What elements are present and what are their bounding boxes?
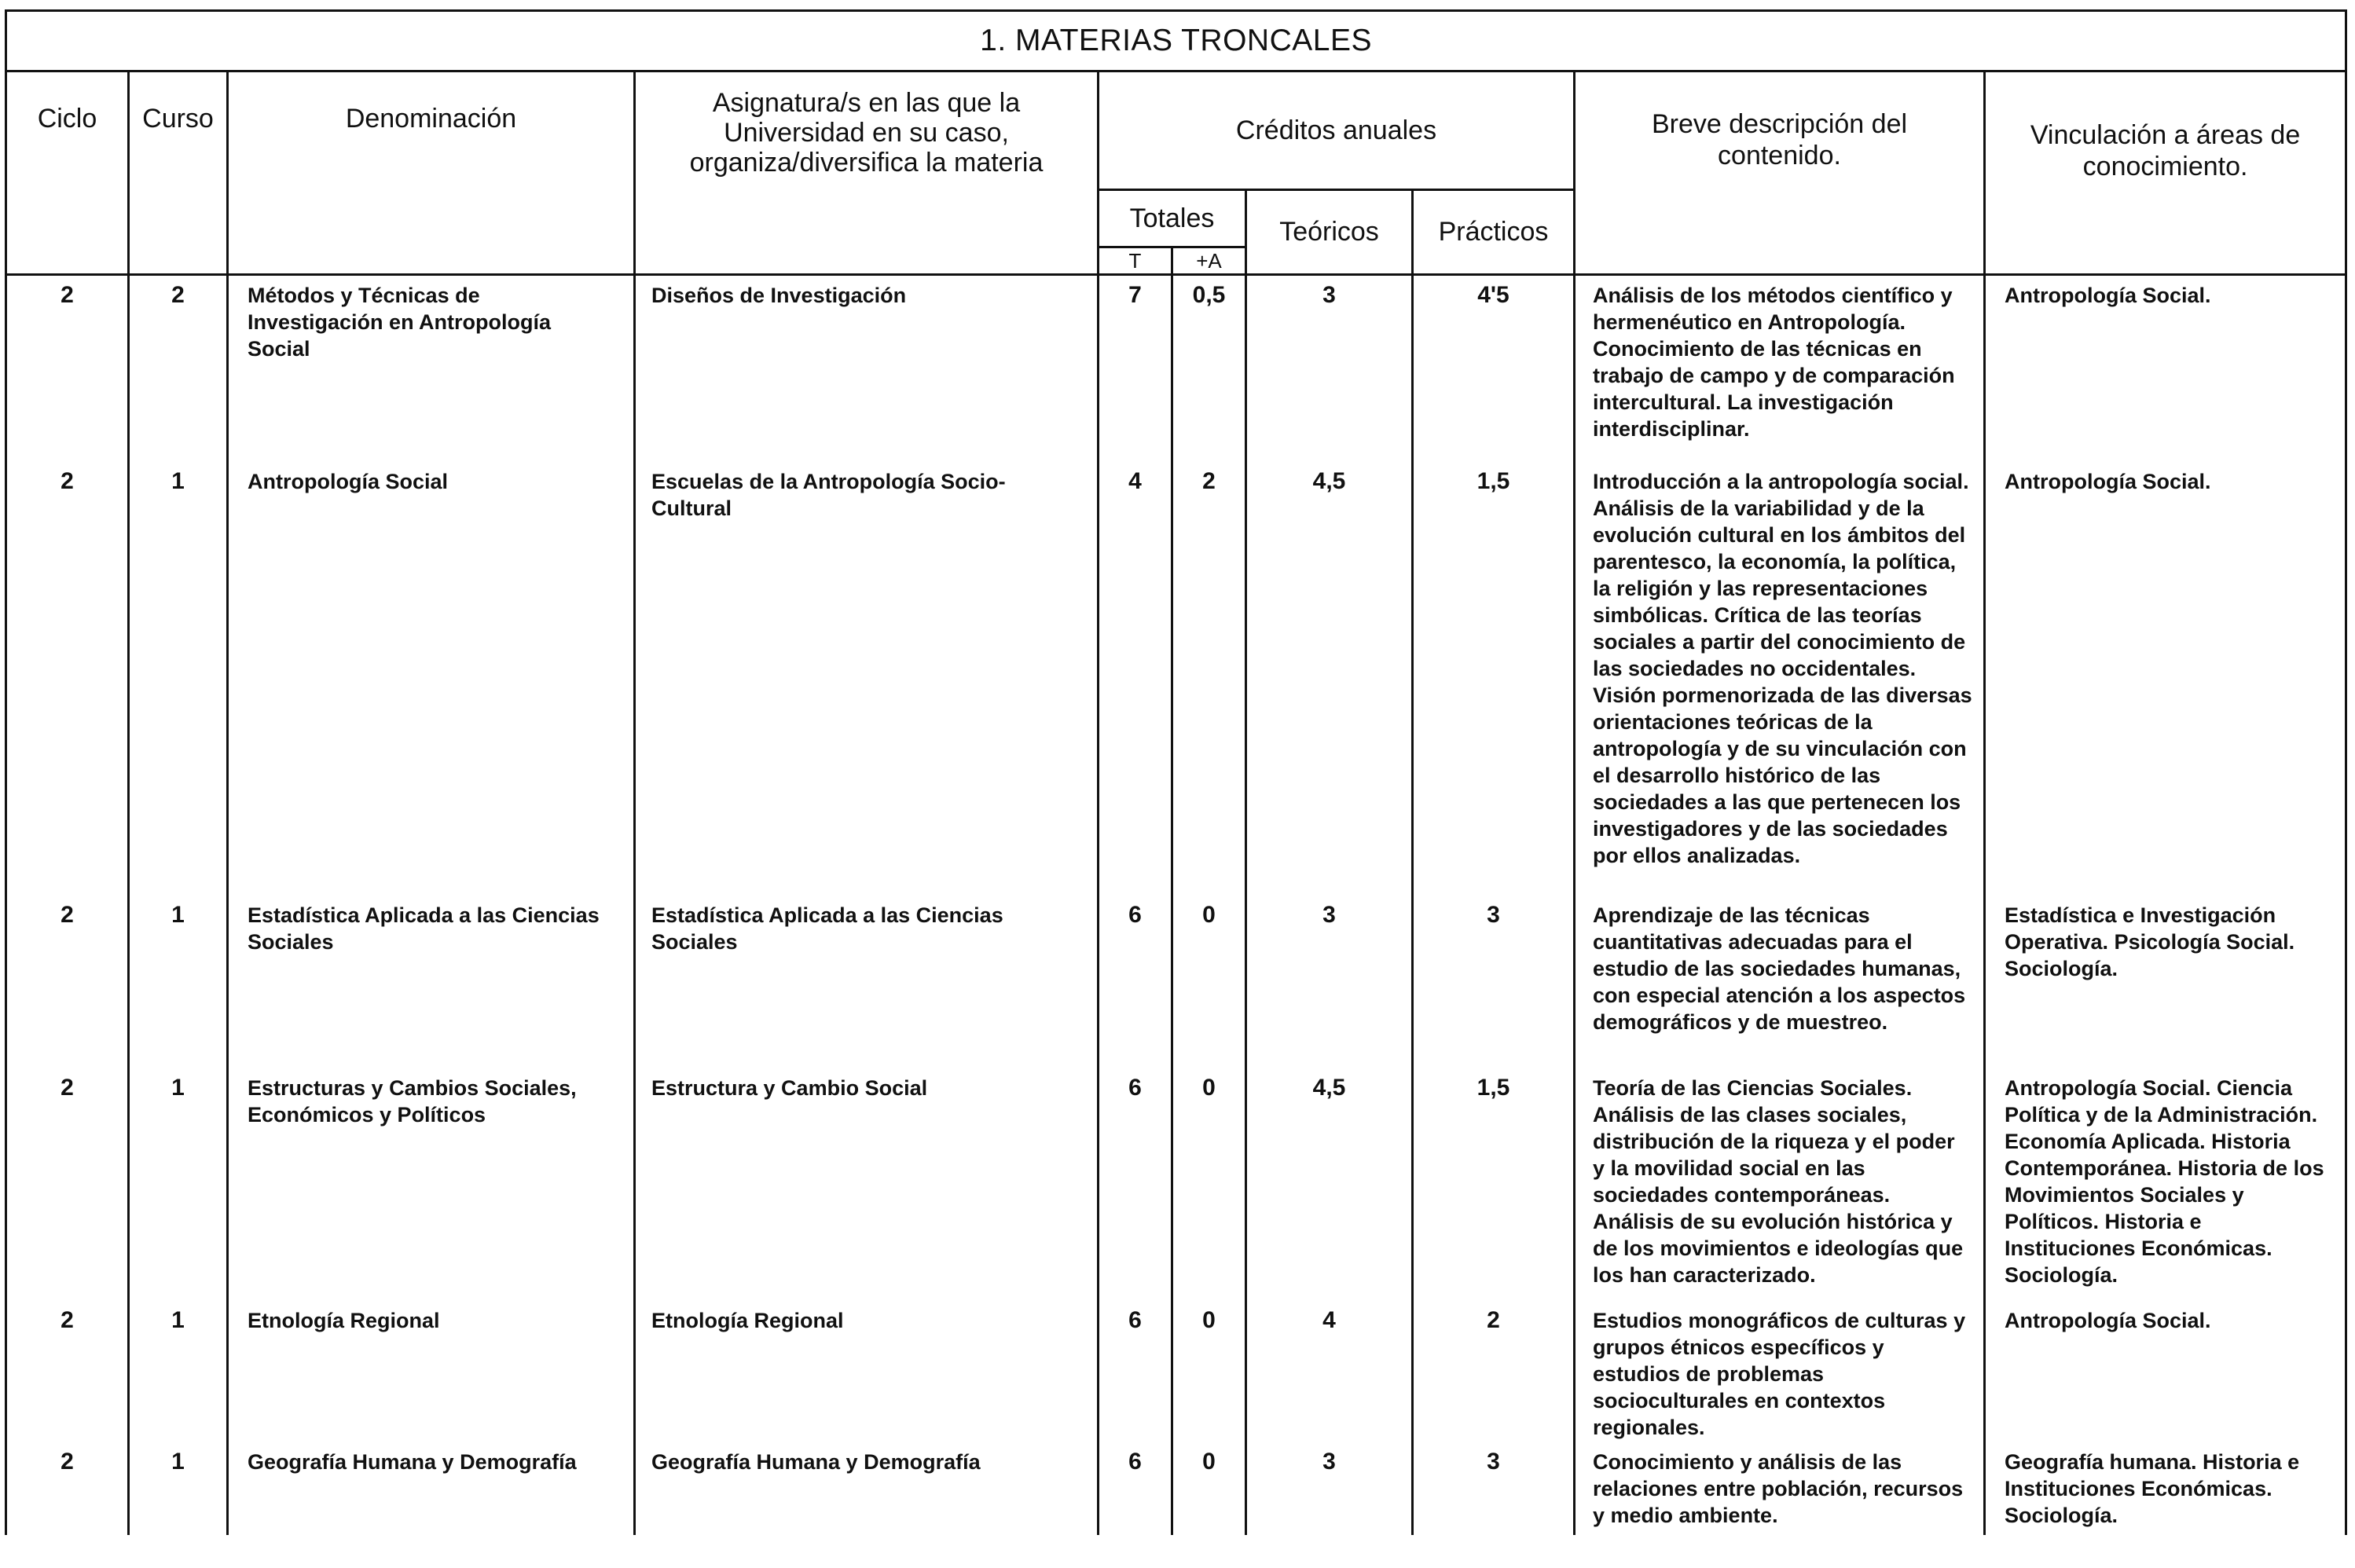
table-row xyxy=(6,1301,2346,1442)
table-row xyxy=(6,1442,2346,1535)
teoricos-cell: 3 xyxy=(1246,275,1413,462)
table-row xyxy=(6,1068,2346,1301)
header-denominacion: Denominación xyxy=(228,71,635,275)
asignatura-cell: Escuelas de la Antropología Socio-Cultural xyxy=(635,462,1099,896)
denominacion-cell: Estadística Aplicada a las Ciencias Sociales xyxy=(228,896,635,1068)
teoricos-cell: 3 xyxy=(1246,896,1413,1068)
practicos-cell: 3 xyxy=(1413,896,1575,1068)
creditos-a-cell: 0 xyxy=(1172,896,1246,1068)
creditos-a-cell: 0,5 xyxy=(1172,275,1246,462)
ciclo-cell: 2 xyxy=(6,1068,129,1301)
creditos-t-cell: 7 xyxy=(1099,275,1172,462)
header-teoricos: Teóricos xyxy=(1246,190,1413,275)
ciclo-cell: 2 xyxy=(6,462,129,896)
descripcion-cell: Introducción a la antropología social. Análisis de la variabilidad y de la evolución cultural en los ámbitos del parentesco, la economía, la política, la religión y las representaciones simbólicas. Crítica de las teorías sociales a partir del conocimiento de las sociedades no occidentales. Visión pormenorizada de las diversas orientaciones teóricas de la antropología y de su vinculación con el desarrollo histórico de las sociedades a las que pertenecen los investigadores y de las sociedades por ellos analizadas. xyxy=(1575,462,1985,896)
denominacion-cell: Métodos y Técnicas de Investigación en Antropología Social xyxy=(228,275,635,462)
asignatura-cell: Estadística Aplicada a las Ciencias Sociales xyxy=(635,896,1099,1068)
practicos-cell: 3 xyxy=(1413,1442,1575,1535)
curso-cell: 1 xyxy=(129,1442,228,1535)
creditos-a-cell: 0 xyxy=(1172,1442,1246,1535)
practicos-cell: 4'5 xyxy=(1413,275,1575,462)
curso-cell: 1 xyxy=(129,896,228,1068)
descripcion-cell: Conocimiento y análisis de las relaciones entre población, recursos y medio ambiente. xyxy=(1575,1442,1985,1535)
creditos-a-cell: 2 xyxy=(1172,462,1246,896)
teoricos-cell: 4,5 xyxy=(1246,462,1413,896)
descripcion-cell: Estudios monográficos de culturas y grupos étnicos específicos y estudios de problemas socioculturales en contextos regionales. xyxy=(1575,1301,1985,1442)
denominacion-cell: Geografía Humana y Demografía xyxy=(228,1442,635,1535)
ciclo-cell: 2 xyxy=(6,896,129,1068)
asignatura-cell: Estructura y Cambio Social xyxy=(635,1068,1099,1301)
table-row xyxy=(6,896,2346,1068)
practicos-cell: 1,5 xyxy=(1413,462,1575,896)
table-row xyxy=(6,462,2346,896)
header-ciclo: Ciclo xyxy=(6,71,129,275)
header-vinculacion: Vinculación a áreas de conocimiento. xyxy=(1985,71,2346,275)
curso-cell: 1 xyxy=(129,1301,228,1442)
header-totales: Totales xyxy=(1099,190,1246,247)
asignatura-cell: Geografía Humana y Demografía xyxy=(635,1442,1099,1535)
header-curso: Curso xyxy=(129,71,228,275)
header-a: +A xyxy=(1172,247,1246,275)
ciclo-cell: 2 xyxy=(6,275,129,462)
practicos-cell: 2 xyxy=(1413,1301,1575,1442)
teoricos-cell: 3 xyxy=(1246,1442,1413,1535)
vinculacion-cell: Antropología Social. Ciencia Política y de la Administración. Economía Aplicada. Historia Contemporánea. Historia de los Movimientos Sociales y Políticos. Historia e Instituciones Económicas. Sociología. xyxy=(1985,1068,2346,1301)
teoricos-cell: 4 xyxy=(1246,1301,1413,1442)
ciclo-cell: 2 xyxy=(6,1301,129,1442)
curso-cell: 1 xyxy=(129,462,228,896)
vinculacion-cell: Antropología Social. xyxy=(1985,1301,2346,1442)
vinculacion-cell: Antropología Social. xyxy=(1985,462,2346,896)
vinculacion-cell: Antropología Social. xyxy=(1985,275,2346,462)
asignatura-cell: Etnología Regional xyxy=(635,1301,1099,1442)
denominacion-cell: Etnología Regional xyxy=(228,1301,635,1442)
creditos-t-cell: 4 xyxy=(1099,462,1172,896)
table-row xyxy=(6,275,2346,462)
curso-cell: 2 xyxy=(129,275,228,462)
descripcion-cell: Aprendizaje de las técnicas cuantitativas adecuadas para el estudio de las sociedades humanas, con especial atención a los aspectos demográficos y de muestreo. xyxy=(1575,896,1985,1068)
vinculacion-cell: Estadística e Investigación Operativa. Psicología Social. Sociología. xyxy=(1985,896,2346,1068)
creditos-t-cell: 6 xyxy=(1099,1068,1172,1301)
descripcion-cell: Teoría de las Ciencias Sociales. Análisis de las clases sociales, distribución de la riqueza y el poder y la movilidad social en las sociedades contemporáneas. Análisis de su evolución histórica y de los movimientos e ideologías que los han caracterizado. xyxy=(1575,1068,1985,1301)
creditos-t-cell: 6 xyxy=(1099,896,1172,1068)
asignatura-cell: Diseños de Investigación xyxy=(635,275,1099,462)
header-creditos-anuales: Créditos anuales xyxy=(1099,71,1575,190)
ciclo-cell: 2 xyxy=(6,1442,129,1535)
descripcion-cell: Análisis de los métodos científico y hermenéutico en Antropología. Conocimiento de las técnicas en trabajo de campo y de comparación intercultural. La investigación interdisciplinar. xyxy=(1575,275,1985,462)
header-t: T xyxy=(1099,247,1172,275)
practicos-cell: 1,5 xyxy=(1413,1068,1575,1301)
header-practicos: Prácticos xyxy=(1413,190,1575,275)
materias-troncales-table xyxy=(5,9,2347,1535)
creditos-t-cell: 6 xyxy=(1099,1442,1172,1535)
creditos-t-cell: 6 xyxy=(1099,1301,1172,1442)
denominacion-cell: Estructuras y Cambios Sociales, Económicos y Políticos xyxy=(228,1068,635,1301)
creditos-a-cell: 0 xyxy=(1172,1068,1246,1301)
header-descripcion: Breve descripción del contenido. xyxy=(1575,71,1985,275)
vinculacion-cell: Geografía humana. Historia e Instituciones Económicas. Sociología. xyxy=(1985,1442,2346,1535)
header-asignaturas: Asignatura/s en las que la Universidad en su caso, organiza/diversifica la materia xyxy=(635,71,1099,275)
creditos-a-cell: 0 xyxy=(1172,1301,1246,1442)
curso-cell: 1 xyxy=(129,1068,228,1301)
denominacion-cell: Antropología Social xyxy=(228,462,635,896)
section-title: 1. MATERIAS TRONCALES xyxy=(6,11,2346,71)
teoricos-cell: 4,5 xyxy=(1246,1068,1413,1301)
